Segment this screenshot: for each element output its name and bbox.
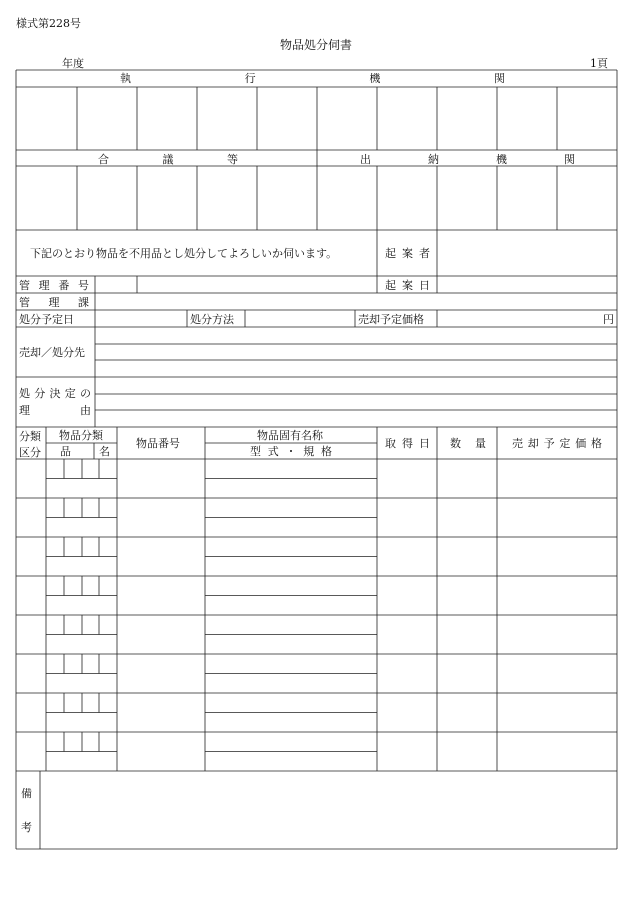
management-section-field[interactable] xyxy=(95,294,615,310)
planned-sale-price-field[interactable] xyxy=(438,311,598,327)
remarks-label-2: 考 xyxy=(21,821,32,834)
planned-disposal-date-field[interactable] xyxy=(95,311,187,327)
buyer-field[interactable] xyxy=(95,328,615,376)
planned-disposal-date-label: 処分予定日 xyxy=(19,313,74,326)
management-number-field[interactable] xyxy=(95,277,375,293)
planned-sale-price-label: 売却予定価格 xyxy=(358,313,424,326)
item-category-label: 物品分類 xyxy=(59,429,103,442)
remarks-field[interactable] xyxy=(40,772,615,848)
request-statement: 下記のとおり物品を不用品とし処分してよろしいか伺います。 xyxy=(30,247,338,260)
quantity-label: 数 量 xyxy=(450,437,486,450)
yen-unit: 円 xyxy=(603,313,614,326)
fiscal-year-label: 年度 xyxy=(62,57,84,70)
classification-label-1: 分類 xyxy=(19,430,41,443)
drafter-label: 起 案 者 xyxy=(385,247,430,260)
form-title: 物品処分伺書 xyxy=(280,38,353,52)
draft-date-field[interactable] xyxy=(438,277,616,293)
page-label: 1頁 xyxy=(590,57,608,70)
item-number-label: 物品番号 xyxy=(136,437,180,450)
item-sale-price-label: 売 却 予 定 価 格 xyxy=(512,437,602,450)
council-label: 合 議 等 xyxy=(98,153,238,166)
acquisition-date-label: 取 得 日 xyxy=(385,437,430,450)
disposal-method-label: 処分方法 xyxy=(190,313,234,326)
reason-label-line2: 理 由 xyxy=(19,404,91,417)
item-unique-name-label: 物品固有名称 xyxy=(257,429,323,442)
reason-field[interactable] xyxy=(95,378,615,426)
remarks-label-1: 備 xyxy=(21,787,32,800)
disposal-method-field[interactable] xyxy=(245,311,353,327)
model-spec-label: 型 式 ・ 規 格 xyxy=(250,445,332,458)
management-section-label: 管 理 課 xyxy=(19,296,89,309)
reason-label-line1: 処 分 決 定 の xyxy=(19,387,91,400)
classification-label-2: 区分 xyxy=(19,446,41,459)
management-number-label: 管 理 番 号 xyxy=(19,279,89,292)
buyer-label: 売却／処分先 xyxy=(19,346,85,359)
accounting-agency-label: 出 納 機 関 xyxy=(360,153,575,166)
executing-agency-label: 執 行 機 関 xyxy=(120,72,505,85)
draft-date-label: 起 案 日 xyxy=(385,279,430,292)
form-number: 様式第228号 xyxy=(16,17,81,30)
item-name-label: 品 名 xyxy=(60,445,110,458)
drafter-field[interactable] xyxy=(438,232,616,276)
